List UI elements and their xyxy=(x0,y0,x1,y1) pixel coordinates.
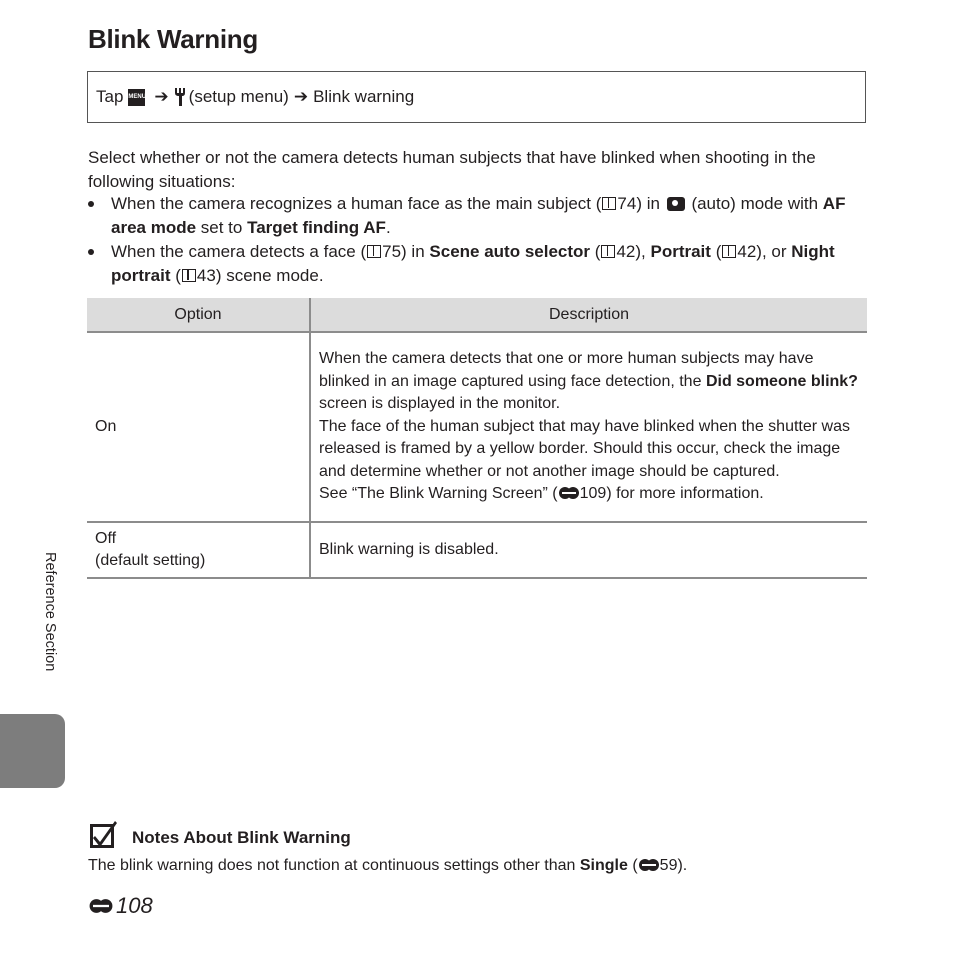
description-cell xyxy=(310,332,867,522)
book-icon xyxy=(602,197,616,210)
right-arrow-icon: ➔ xyxy=(293,87,309,106)
book-icon xyxy=(722,245,736,258)
camera-icon xyxy=(667,197,685,211)
table-header-description: Description xyxy=(310,298,867,332)
setup-menu-label: (setup menu) xyxy=(188,87,289,106)
bullet-icon xyxy=(88,249,94,255)
bullet-list-item xyxy=(88,192,878,240)
description-cell: Blink warning is disabled. xyxy=(310,522,867,578)
scene-mode-name: Night portrait xyxy=(111,242,835,285)
table-row xyxy=(87,332,867,522)
bullet-text: ), xyxy=(635,242,646,261)
bullet-text: ( xyxy=(715,242,722,261)
menu-destination: Blink warning xyxy=(313,87,415,106)
book-icon xyxy=(367,245,381,258)
scene-mode-name: Portrait xyxy=(650,242,711,261)
reference-section-icon xyxy=(638,858,660,872)
book-icon xyxy=(182,269,196,282)
checkmark-icon xyxy=(88,820,118,850)
section-tab xyxy=(0,714,65,788)
setting-value: Target finding AF xyxy=(247,218,386,237)
wrench-icon xyxy=(174,88,186,106)
reference-section-icon xyxy=(88,898,114,914)
setting-value: Single xyxy=(579,857,628,874)
bullet-text: ) scene mode. xyxy=(215,266,324,285)
bullet-text: set to xyxy=(200,218,243,237)
options-table xyxy=(87,298,867,579)
bullet-text: ), xyxy=(756,242,767,261)
option-cell: On xyxy=(87,332,310,522)
setting-name: AF area mode xyxy=(111,194,846,237)
bullet-icon xyxy=(88,201,94,207)
option-name: Off xyxy=(95,529,117,547)
description-text: screen is displayed in the monitor. xyxy=(319,395,561,413)
book-icon xyxy=(601,245,615,258)
page-number-text: 108 xyxy=(116,893,153,918)
section-label: Reference Section xyxy=(42,552,58,672)
description-text: See “The Blink Warning Screen” ( xyxy=(319,485,558,503)
bullet-text: or xyxy=(771,242,787,261)
intro-text: Select whether or not the camera detects human subjects that have blinked when shooting in the following situations: xyxy=(88,148,816,191)
page-reference: 43 xyxy=(196,266,216,285)
page-reference: 42 xyxy=(616,242,636,261)
description-text: The face of the human subject that may have blinked when the shutter was released is framed by a yellow border. Should this occur, check the image and determine whether or not another image should be captured. xyxy=(319,417,850,480)
right-arrow-icon: ➔ xyxy=(154,87,169,106)
note-body: ( xyxy=(632,857,638,874)
bullet-list-item xyxy=(88,240,878,288)
page-reference: 74 xyxy=(617,194,637,213)
page-reference: 109 xyxy=(579,485,607,503)
menu-button-icon: MENU xyxy=(128,89,145,106)
note-title: Notes About Blink Warning xyxy=(132,828,351,847)
tap-label: Tap xyxy=(96,87,124,106)
bullet-text: . xyxy=(385,218,391,237)
screen-name: Did someone blink? xyxy=(705,372,858,390)
menu-path-box xyxy=(87,71,866,123)
page-title: Blink Warning xyxy=(88,24,258,54)
reference-section-icon xyxy=(558,486,580,500)
bullet-text: When the camera detects a face ( xyxy=(111,242,367,261)
bullet-text: ( xyxy=(594,242,601,261)
option-cell xyxy=(87,522,310,578)
note-body: The blink warning does not function at continuous settings other than xyxy=(88,857,576,874)
scene-mode-name: Scene auto selector xyxy=(429,242,591,261)
page-reference: 59 xyxy=(659,857,678,874)
bullet-text: ) in xyxy=(636,194,660,213)
note-body: ). xyxy=(677,857,688,874)
page-reference: 42 xyxy=(737,242,757,261)
table-header-option: Option xyxy=(87,298,310,332)
bullet-text: ( xyxy=(175,266,181,285)
bullet-text: (auto) mode with xyxy=(691,194,819,213)
description-text: ) for more information. xyxy=(606,485,764,503)
page-number xyxy=(88,893,153,919)
table-row xyxy=(87,522,867,578)
bullet-text: When the camera recognizes a human face as the main subject ( xyxy=(111,194,602,213)
bullet-text: ) in xyxy=(401,242,425,261)
page-reference: 75 xyxy=(382,242,402,261)
description-text: When the camera detects that one or more human subjects may have blinked in an image captured using face detection, the xyxy=(319,350,814,390)
table-header-row xyxy=(87,298,867,332)
option-note: (default setting) xyxy=(95,552,206,569)
note-text xyxy=(88,857,687,875)
